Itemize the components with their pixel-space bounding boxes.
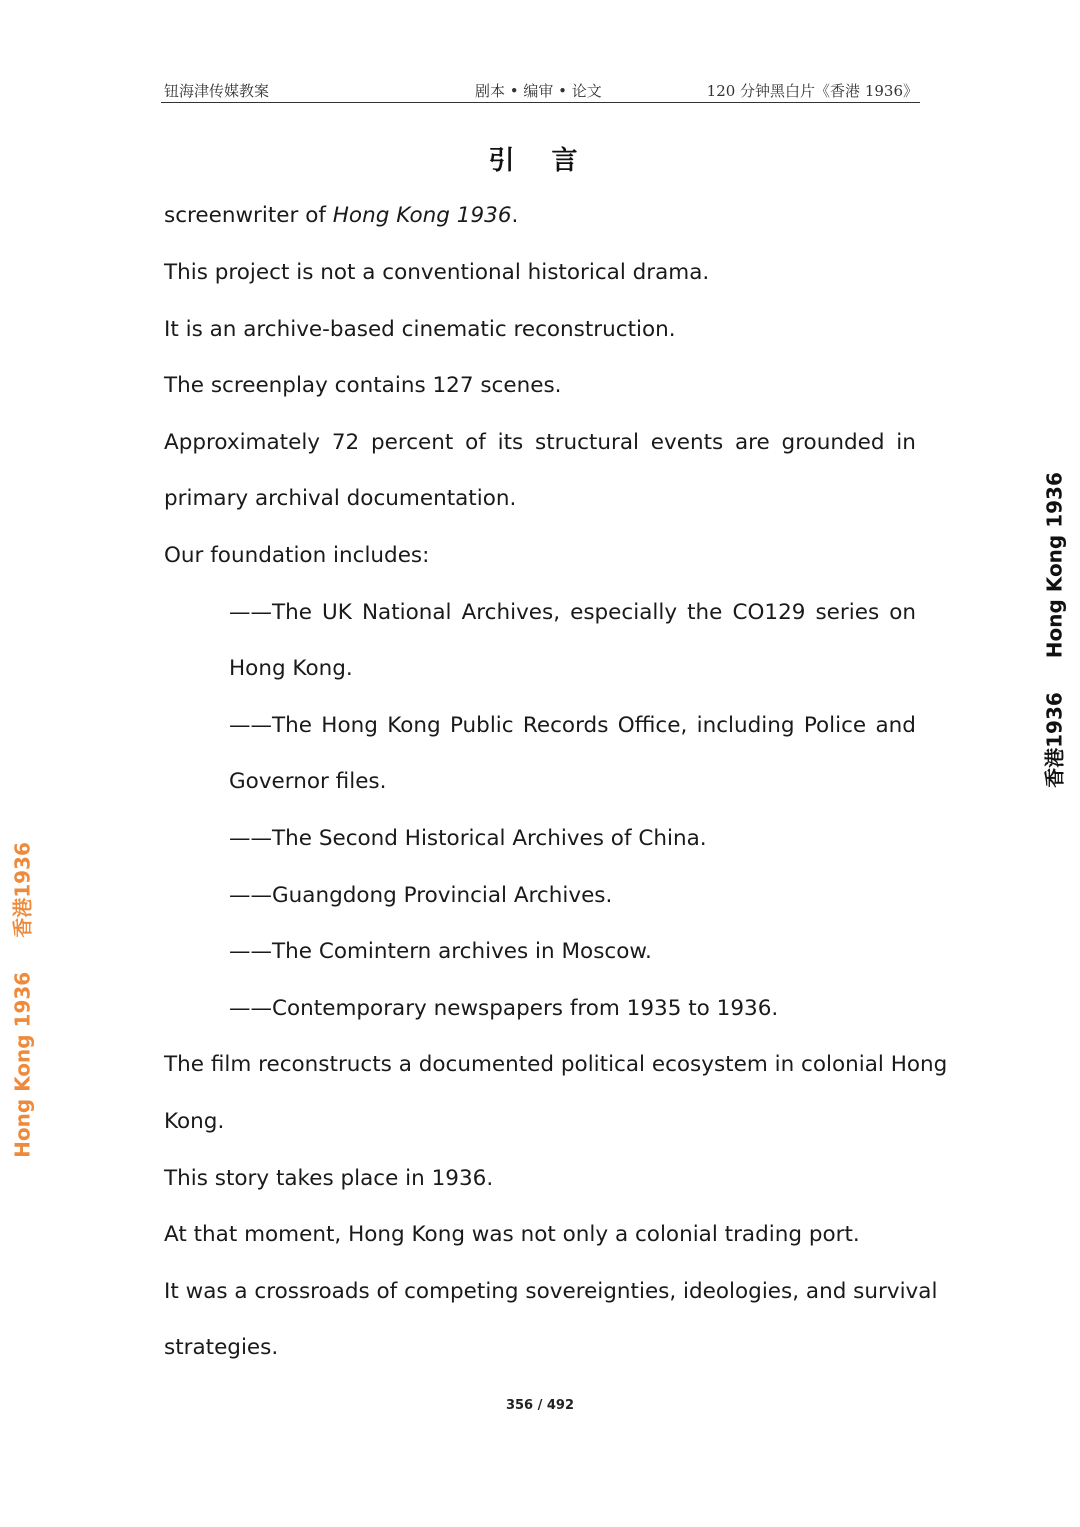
word: Records <box>522 713 609 738</box>
film-title: Hong Kong 1936 <box>332 203 512 228</box>
watermark-right-en: Hong Kong 1936 <box>1042 472 1067 659</box>
watermark-right <box>1039 472 1068 788</box>
paragraph-4-line-1 <box>164 427 916 459</box>
word: Public <box>449 713 514 738</box>
watermark-right-cn: 香港1936 <box>1042 692 1067 788</box>
closing-4-line-2: strategies. <box>164 1335 279 1360</box>
source-4: ——Guangdong Provincial Archives. <box>229 883 613 908</box>
source-5: ——The Comintern archives in Moscow. <box>229 939 652 964</box>
word: percent <box>370 430 454 455</box>
word: the <box>687 600 723 625</box>
closing-1-line-2: Kong. <box>164 1109 225 1134</box>
word: events <box>650 430 724 455</box>
source-2-line-1 <box>229 710 916 742</box>
word: are <box>734 430 770 455</box>
watermark-left-cn: 香港1936 <box>10 842 35 938</box>
word: its <box>497 430 524 455</box>
word: in <box>896 430 916 455</box>
source-1-line-2: Hong Kong. <box>229 656 353 681</box>
word: on <box>889 600 916 625</box>
page-number: 356 / 492 <box>505 1398 575 1413</box>
intro-suffix: . <box>511 203 519 228</box>
word: UK <box>322 600 352 625</box>
page-title: 引 言 <box>488 146 592 176</box>
source-3: ——The Second Historical Archives of China. <box>229 826 707 851</box>
paragraph-1: This project is not a conventional historical drama. <box>164 260 710 285</box>
word: structural <box>535 430 639 455</box>
word: of <box>465 430 486 455</box>
intro-line <box>164 200 916 232</box>
page-header <box>161 72 920 103</box>
word: Kong <box>387 713 441 738</box>
paragraph-4-line-2: primary archival documentation. <box>164 486 517 511</box>
source-2-line-2: Governor files. <box>229 769 387 794</box>
word: and <box>875 713 916 738</box>
paragraph-5: Our foundation includes: <box>164 543 430 568</box>
word: Police <box>803 713 867 738</box>
word: Approximately <box>164 430 321 455</box>
word: including <box>696 713 795 738</box>
source-6: ——Contemporary newspapers from 1935 to 1936. <box>229 996 779 1021</box>
header-left-text: 钮海津传媒教案 <box>164 82 270 100</box>
word: Archives, <box>461 600 561 625</box>
paragraph-2: It is an archive-based cinematic reconstruction. <box>164 317 676 342</box>
word: especially <box>570 600 678 625</box>
word: ——The <box>229 713 312 738</box>
word: CO129 <box>732 600 806 625</box>
header-right-text: 120 分钟黑白片《香港 1936》 <box>706 82 918 100</box>
paragraph-3: The screenplay contains 127 scenes. <box>164 373 562 398</box>
source-1-line-1 <box>229 597 916 629</box>
watermark-left-en: Hong Kong 1936 <box>10 971 35 1158</box>
closing-2: This story takes place in 1936. <box>164 1166 494 1191</box>
closing-1-line-1: The film reconstructs a documented political ecosystem in colonial Hong <box>164 1052 948 1077</box>
word: Hong <box>321 713 378 738</box>
closing-4-line-1: It was a crossroads of competing sovereignties, ideologies, and survival <box>164 1279 938 1304</box>
word: National <box>361 600 452 625</box>
header-center-text: 剧本 • 编审 • 论文 <box>475 82 602 100</box>
word: 72 <box>331 430 360 455</box>
closing-3: At that moment, Hong Kong was not only a colonial trading port. <box>164 1222 860 1247</box>
word: grounded <box>781 430 885 455</box>
word: Office, <box>617 713 688 738</box>
intro-prefix: screenwriter of <box>164 203 333 228</box>
watermark-left <box>7 842 36 1158</box>
word: series <box>815 600 880 625</box>
word: ——The <box>229 600 312 625</box>
